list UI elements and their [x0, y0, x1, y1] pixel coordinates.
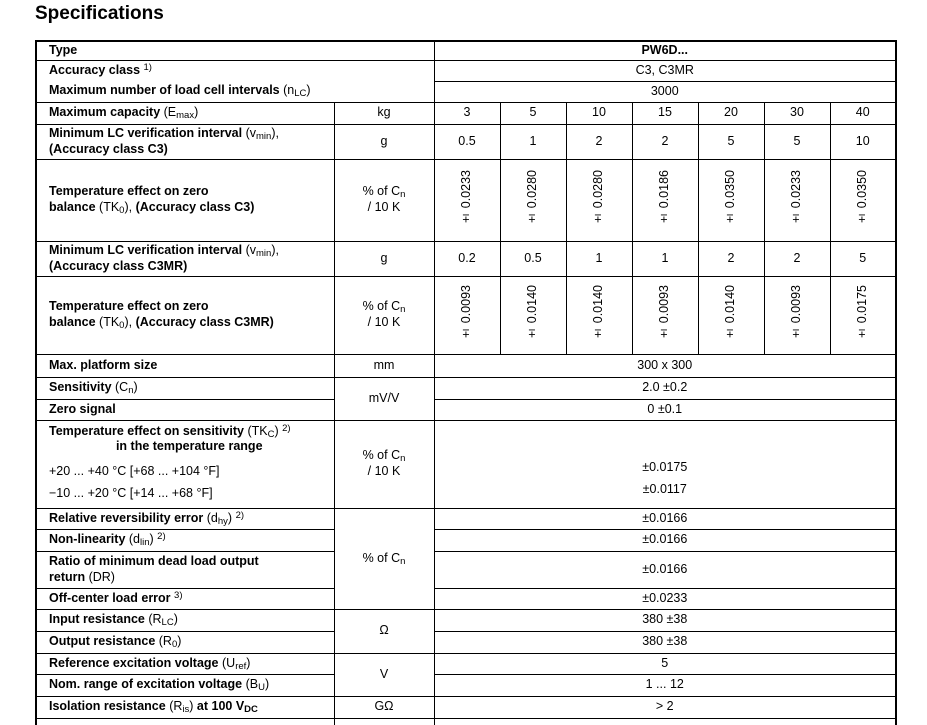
vertical-value: ± 0.0233	[789, 169, 804, 226]
row-platform-size	[36, 354, 896, 377]
row-vmin-c3	[36, 124, 896, 159]
vmin-c3-label: Minimum LC verification interval $(v_{min})$, (Accuracy class C3)	[36, 124, 334, 159]
percent-cn-unit: % of $C_n$	[334, 508, 434, 609]
value-cell	[566, 159, 632, 241]
output-resistance-value: 380 ±38	[434, 631, 896, 653]
zero-signal-value: 0 ±0.1	[434, 399, 896, 420]
vertical-value: ± 0.0350	[723, 169, 738, 226]
vmin-c3-unit: g	[334, 124, 434, 159]
value-cell	[434, 159, 500, 241]
vertical-value: ± 0.0140	[591, 284, 606, 341]
value-cell: 2	[632, 124, 698, 159]
row-reversibility-error	[36, 508, 896, 529]
value-cell: 30	[764, 102, 830, 124]
row-isolation-resistance	[36, 696, 896, 718]
stub-label-cell	[36, 718, 334, 725]
reference-voltage-value: 5	[434, 653, 896, 674]
row-excitation-range	[36, 674, 896, 696]
value-cell: 2	[698, 241, 764, 276]
reversibility-error-value: ±0.0166	[434, 508, 896, 529]
value-cell: 10	[566, 102, 632, 124]
row-off-center-error	[36, 588, 896, 609]
vertical-value: ± 0.0350	[854, 169, 869, 226]
platform-size-value: 300 x 300	[434, 354, 896, 377]
value-cell	[764, 159, 830, 241]
off-center-error-value: ±0.0233	[434, 588, 896, 609]
input-resistance-value: 380 ±38	[434, 609, 896, 631]
volt-unit: V	[334, 653, 434, 696]
value-cell	[632, 159, 698, 241]
value-cell: 5	[698, 124, 764, 159]
tkc-label-line4: −10 ... +20 °C [+14 ... +68 °F]	[49, 485, 213, 500]
zero-signal-label: Zero signal	[36, 399, 334, 420]
vertical-value: ± 0.0280	[591, 169, 606, 226]
reversibility-error-label: Relative reversibility error $(d_{hy})$ $^{2)}$	[36, 508, 334, 529]
row-sensitivity	[36, 377, 896, 399]
value-cell	[764, 276, 830, 354]
value-cell: 10	[830, 124, 896, 159]
row-vmin-c3mr	[36, 241, 896, 276]
tkc-label-line3: +20 ... +40 °C [+68 ... +104 °F]	[49, 463, 220, 478]
tk0-c3-unit: % of $C_n$ / 10 K	[334, 159, 434, 241]
row-load-cell-intervals	[36, 81, 896, 102]
value-cell: 5	[830, 241, 896, 276]
row-accuracy-class	[36, 60, 896, 81]
reference-voltage-label: Reference excitation voltage $(U_{ref})$	[36, 653, 334, 674]
stub-value-cell	[434, 718, 896, 725]
row-zero-signal	[36, 399, 896, 420]
value-cell	[698, 276, 764, 354]
tk0-c3-label: Temperature effect on zero balance $(TK_0)$, (Accuracy class C3)	[36, 159, 334, 241]
value-cell	[830, 276, 896, 354]
specifications-table	[35, 40, 897, 725]
vertical-value: ± 0.0280	[525, 169, 540, 226]
vmin-c3mr-unit: g	[334, 241, 434, 276]
row-reference-voltage	[36, 653, 896, 674]
vertical-value: ± 0.0093	[789, 284, 804, 341]
ohm-unit: Ω	[334, 609, 434, 653]
non-linearity-label: Non-linearity $(d_{lin})$ $^{2)}$	[36, 529, 334, 551]
value-cell: 0.2	[434, 241, 500, 276]
output-resistance-label: Output resistance $(R_0)$	[36, 631, 334, 653]
tkc-label-line1: Temperature effect on sensitivity $(TK_C)$ $^{2)}$	[49, 422, 291, 440]
tk0-c3mr-label: Temperature effect on zero balance $(TK_0)$, (Accuracy class C3MR)	[36, 276, 334, 354]
value-cell: 1	[500, 124, 566, 159]
value-cell: 1	[566, 241, 632, 276]
value-cell	[500, 276, 566, 354]
tkc-label	[36, 420, 334, 508]
row-input-resistance	[36, 609, 896, 631]
value-cell: 2	[764, 241, 830, 276]
load-cell-intervals-label: Maximum number of load cell intervals $(n_{LC})$	[36, 81, 434, 102]
vertical-value: ± 0.0186	[657, 169, 672, 226]
value-cell	[830, 159, 896, 241]
isolation-resistance-value: > 2	[434, 696, 896, 718]
value-cell: 20	[698, 102, 764, 124]
sensitivity-unit: mV/V	[334, 377, 434, 420]
load-cell-intervals-value: 3000	[434, 81, 896, 102]
max-capacity-label: Maximum capacity $(E_{max})$	[36, 102, 334, 124]
non-linearity-value: ±0.0166	[434, 529, 896, 551]
vertical-value: ± 0.0233	[459, 169, 474, 226]
input-resistance-label: Input resistance $(R_{LC})$	[36, 609, 334, 631]
vertical-value: ± 0.0140	[723, 284, 738, 341]
row-tk0-c3	[36, 159, 896, 241]
isolation-resistance-label: Isolation resistance $(R_{is})$ at 100 $V_{DC}$	[36, 696, 334, 718]
off-center-error-label: Off-center load error $^{3)}$	[36, 588, 334, 609]
tkc-value	[434, 420, 896, 508]
value-cell	[566, 276, 632, 354]
value-cell: 5	[500, 102, 566, 124]
tk0-c3mr-unit: % of $C_n$ / 10 K	[334, 276, 434, 354]
value-cell	[632, 276, 698, 354]
max-capacity-unit: kg	[334, 102, 434, 124]
dead-load-ratio-value: ±0.0166	[434, 551, 896, 588]
dead-load-ratio-label: Ratio of minimum dead load output return (DR)	[36, 551, 334, 588]
sensitivity-value: 2.0 ±0.2	[434, 377, 896, 399]
page-title: Specifications	[35, 3, 164, 24]
value-cell: 0.5	[500, 241, 566, 276]
row-output-resistance	[36, 631, 896, 653]
tkc-unit: % of $C_n$ / 10 K	[334, 420, 434, 508]
sensitivity-label: Sensitivity $(C_n)$	[36, 377, 334, 399]
excitation-range-label: Nom. range of excitation voltage $(B_U)$	[36, 674, 334, 696]
tkc-label-line2: in the temperature range	[115, 439, 263, 454]
value-cell: 2	[566, 124, 632, 159]
value-cell: 40	[830, 102, 896, 124]
stub-unit-cell	[334, 718, 434, 725]
accuracy-class-label: Accuracy class $^{1)}$	[36, 60, 434, 81]
isolation-resistance-unit: GΩ	[334, 696, 434, 718]
row-clipped-stub	[36, 718, 896, 725]
platform-size-label: Max. platform size	[36, 354, 334, 377]
value-cell: 15	[632, 102, 698, 124]
type-value: PW6D...	[434, 41, 896, 60]
row-dead-load-ratio	[36, 551, 896, 588]
vmin-c3mr-label: Minimum LC verification interval $(v_{min})$, (Accuracy class C3MR)	[36, 241, 334, 276]
value-cell: 1	[632, 241, 698, 276]
row-non-linearity	[36, 529, 896, 551]
value-cell: 5	[764, 124, 830, 159]
tkc-value-range1: ±0.0175	[642, 459, 688, 474]
value-cell	[500, 159, 566, 241]
excitation-range-value: 1 ... 12	[434, 674, 896, 696]
platform-size-unit: mm	[334, 354, 434, 377]
row-tkc	[36, 420, 896, 508]
accuracy-class-value: C3, C3MR	[434, 60, 896, 81]
vertical-value: ± 0.0093	[657, 284, 672, 341]
value-cell: 3	[434, 102, 500, 124]
tkc-value-range2: ±0.0117	[642, 481, 687, 496]
vertical-value: ± 0.0093	[459, 284, 474, 341]
value-cell	[434, 276, 500, 354]
row-tk0-c3mr	[36, 276, 896, 354]
vertical-value: ± 0.0175	[854, 284, 869, 341]
value-cell	[698, 159, 764, 241]
row-max-capacity	[36, 102, 896, 124]
vertical-value: ± 0.0140	[525, 284, 540, 341]
value-cell: 0.5	[434, 124, 500, 159]
type-label: Type	[36, 41, 434, 60]
row-type	[36, 41, 896, 60]
